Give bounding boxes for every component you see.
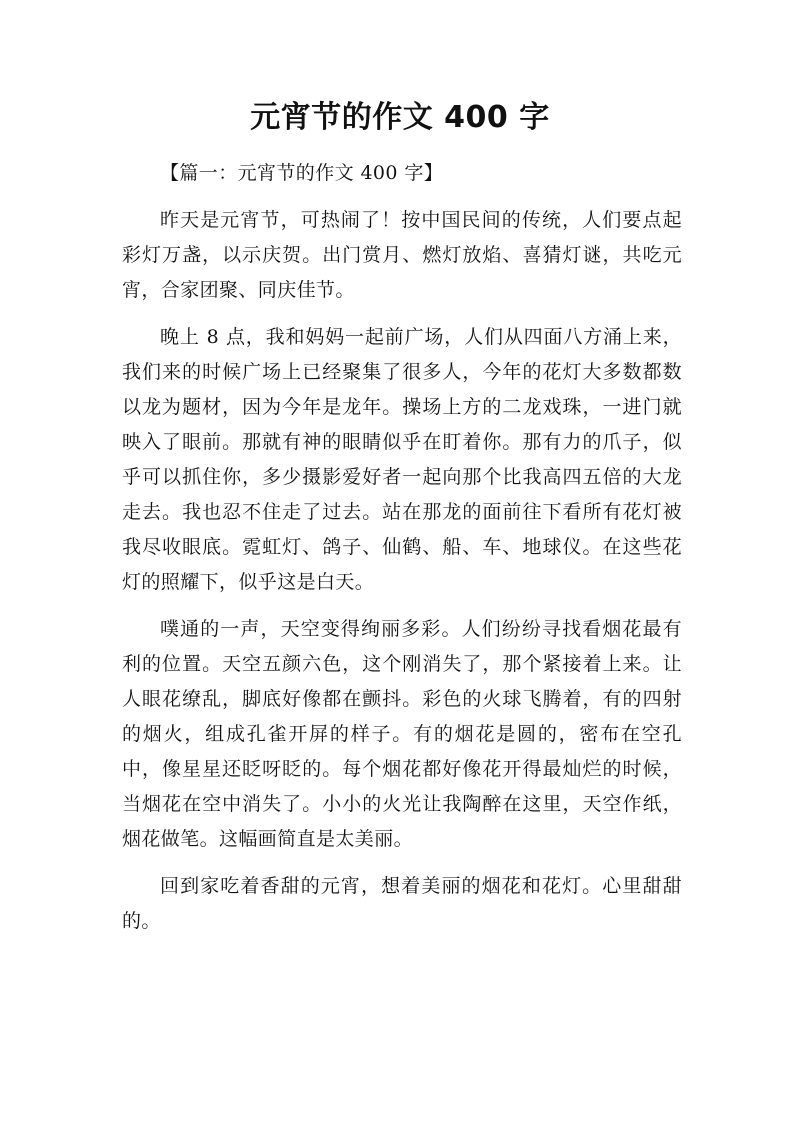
document-title: 元宵节的作文 400 字 bbox=[250, 100, 550, 135]
document-body bbox=[122, 156, 682, 939]
section-heading: 【篇一：元宵节的作文 400 字】 bbox=[160, 162, 444, 184]
paragraph: 昨天是元宵节，可热闹了！按中国民间的传统，人们要点起彩灯万盏，以示庆贺。出门赏月、燃灯放焰、喜猜灯谜，共吃元宵，合家团聚、同庆佳节。 bbox=[122, 209, 682, 301]
paragraph: 回到家吃着香甜的元宵，想着美丽的烟花和花灯。心里甜甜的。 bbox=[122, 875, 682, 932]
paragraph: 噗通的一声，天空变得绚丽多彩。人们纷纷寻找看烟花最有利的位置。天空五颜六色，这个刚消失了，那个紧接着上来。让人眼花缭乱，脚底好像都在颤抖。彩色的火球飞腾着，有的四射的烟火，组成孔雀开屏的样子。有的烟花是圆的，密布在空孔中，像星星还眨呀眨的。每个烟花都好像花开得最灿烂的时候，当烟花在空中消失了。小小的火光让我陶醉在这里，天空作纸，烟花做笔。这幅画简直是太美丽。 bbox=[122, 618, 682, 850]
paragraph: 晚上 8 点，我和妈妈一起前广场，人们从四面八方涌上来，我们来的时候广场上已经聚集了很多人，今年的花灯大多数都数以龙为题材，因为今年是龙年。操场上方的二龙戏珠，一进门就映入了眼前。那就有神的眼睛似乎在盯着你。那有力的爪子，似乎可以抓住你，多少摄影爱好者一起向那个比我高四五倍的大龙走去。我也忍不住走了过去。站在那龙的面前往下看所有花灯被我尽收眼底。霓虹灯、鸽子、仙鹤、船、车、地球仪。在这些花灯的照耀下，似乎这是白天。 bbox=[122, 326, 682, 593]
